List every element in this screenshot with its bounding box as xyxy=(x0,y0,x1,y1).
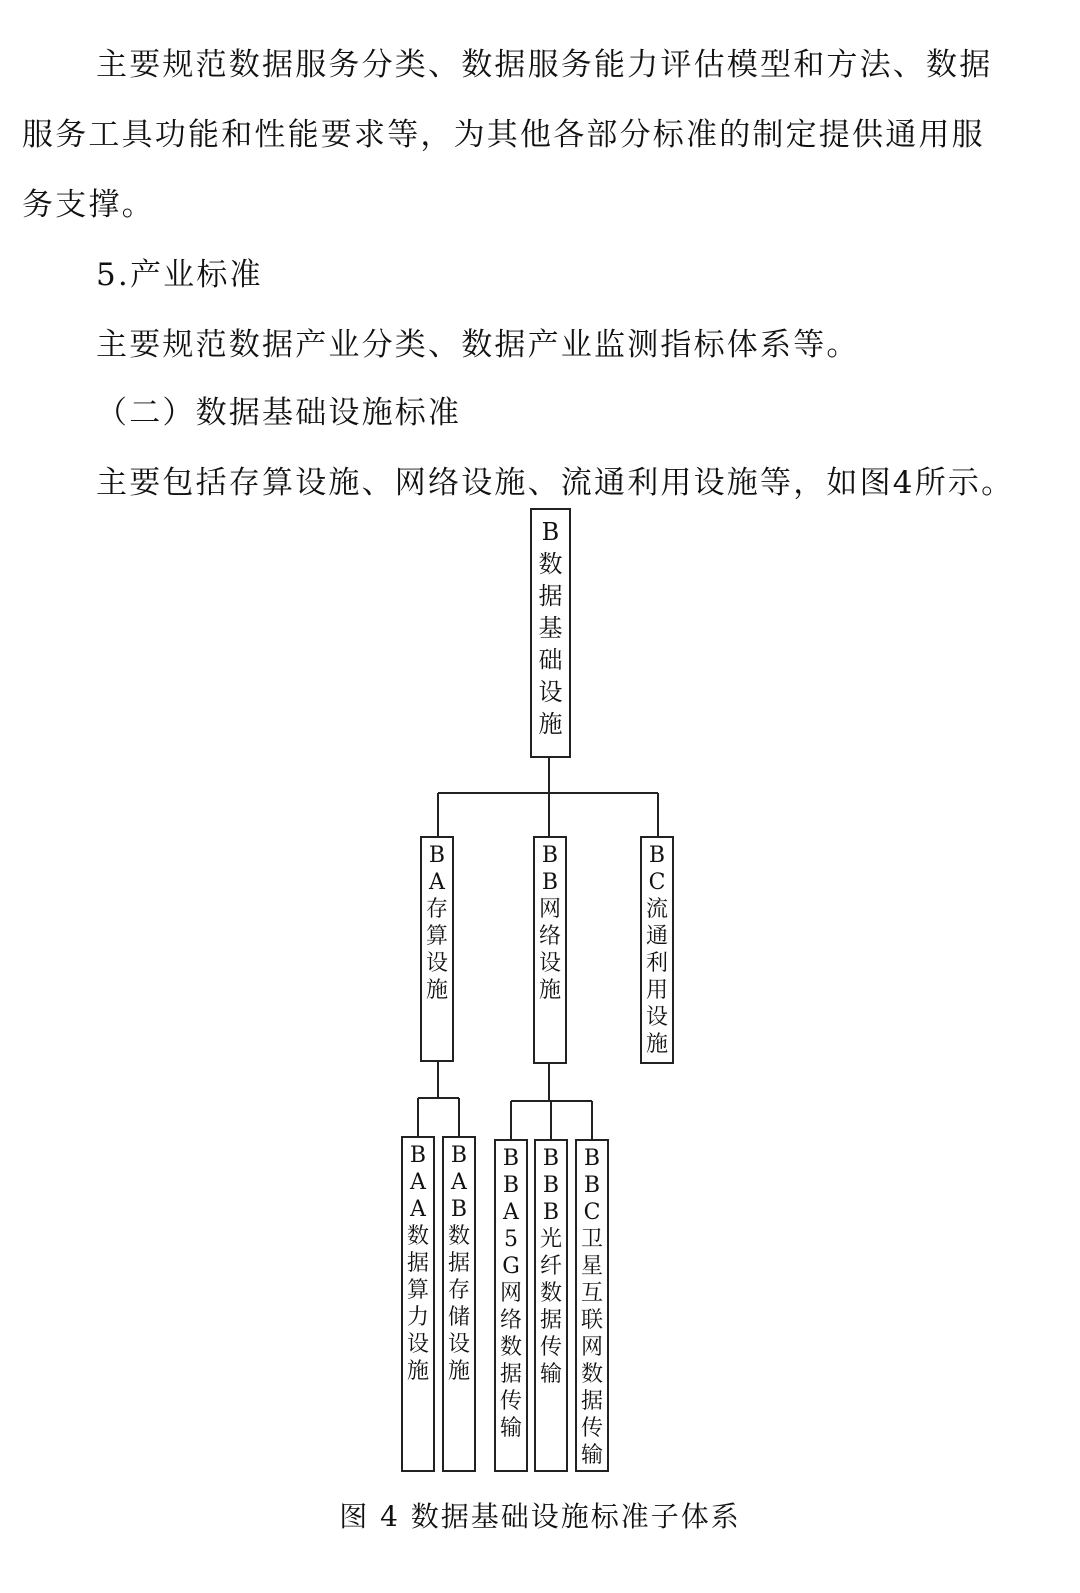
paragraph-line-2: 服务工具功能和性能要求等，为其他各部分标准的制定提供通用服 xyxy=(22,117,985,153)
heading-industry-standard: 5.产业标准 xyxy=(96,257,263,293)
paragraph-line-3: 务支撑。 xyxy=(22,187,155,223)
paragraph-line-1: 主要规范数据服务分类、数据服务能力评估模型和方法、数据 xyxy=(96,47,993,83)
figure-caption: 图 4 数据基础设施标准子体系 xyxy=(339,1500,741,1533)
node-bab-storage: B A B 数 据 存 储 设 施 xyxy=(442,1136,476,1472)
node-bbc-satellite: B B C 卫 星 互 联 网 数 据 传 输 xyxy=(575,1139,609,1472)
paragraph-industry: 主要规范数据产业分类、数据产业监测指标体系等。 xyxy=(96,327,860,363)
section-heading-infrastructure: （二）数据基础设施标准 xyxy=(96,395,462,431)
paragraph-data-service xyxy=(0,30,1080,240)
node-bbb-fiber: B B B 光 纤 数 据 传 输 xyxy=(534,1139,568,1472)
node-ba-storage-compute: B A 存 算 设 施 xyxy=(420,836,454,1062)
node-bb-network: B B 网 络 设 施 xyxy=(533,836,567,1064)
node-bba-5g: B B A 5 G 网 络 数 据 传 输 xyxy=(494,1139,528,1472)
node-bc-circulation: B C 流 通 利 用 设 施 xyxy=(640,836,674,1064)
node-root-data-infrastructure: B 数 据 基 础 设 施 xyxy=(530,508,571,758)
paragraph-infrastructure-intro: 主要包括存算设施、网络设施、流通利用设施等，如图4所示。 xyxy=(96,465,1015,501)
node-baa-compute: B A A 数 据 算 力 设 施 xyxy=(401,1136,435,1472)
